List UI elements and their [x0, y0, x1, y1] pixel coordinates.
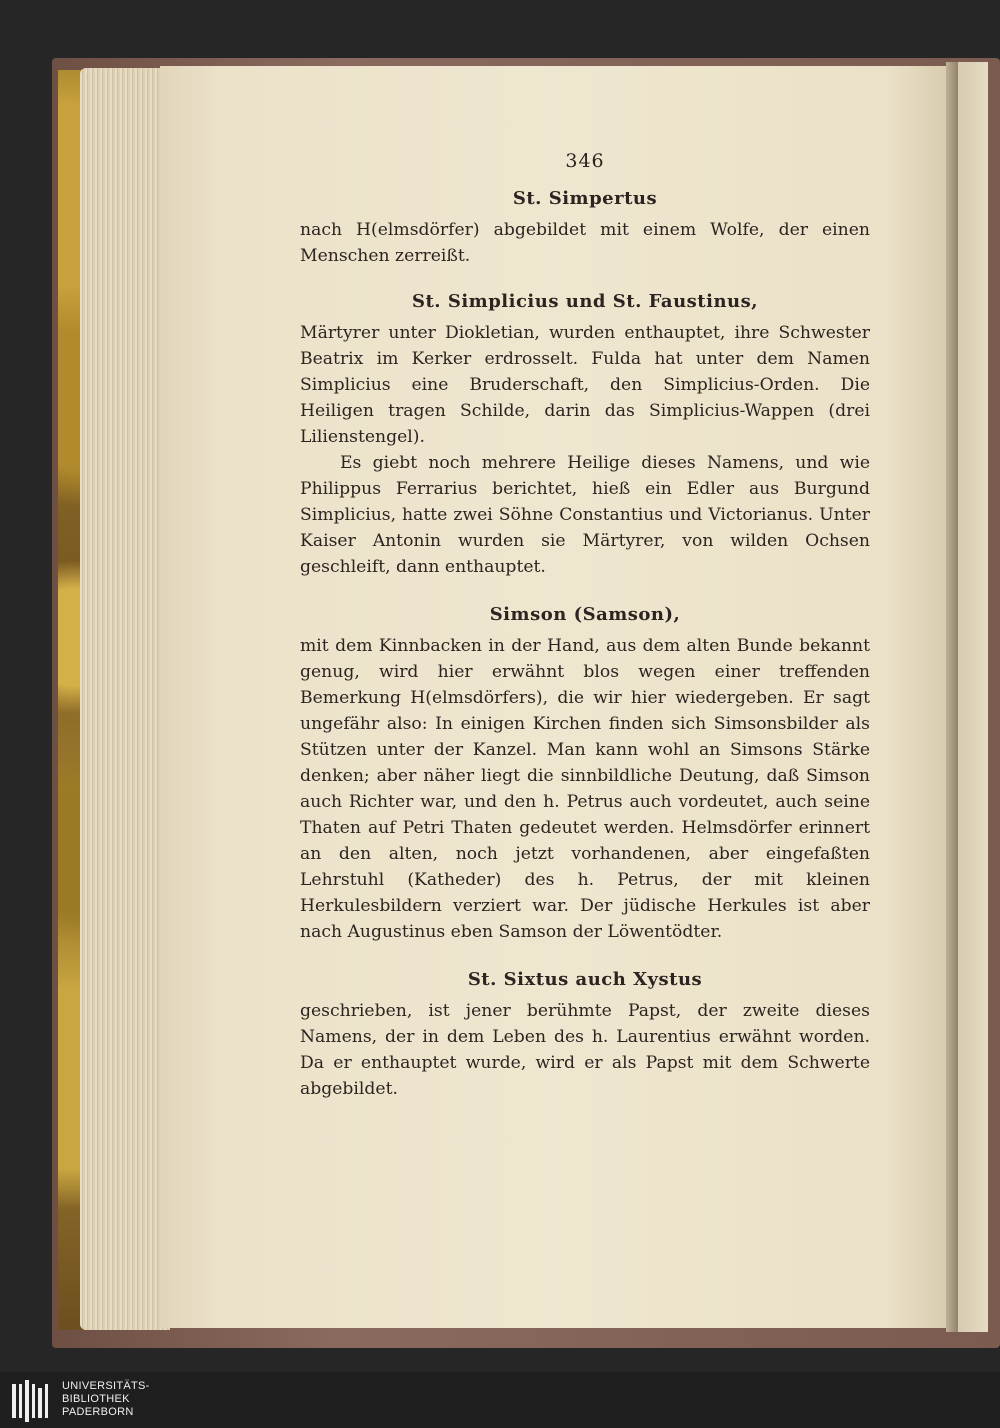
heading-sixtus: St. Sixtus auch Xystus: [467, 969, 703, 990]
footer-bar: [0, 1372, 1000, 1428]
heading-simpertus: St. Simpertus: [512, 188, 658, 209]
library-name-line3: PADERBORN: [62, 1406, 134, 1418]
paragraph-simplicius-2: Es giebt noch mehrere Heilige dieses Namens, und wie Philippus Ferrarius berichtet, hieß ein Edler aus Burgund Simplicius, hatte zwei Söhne Constantius und Victorianus. Unter Kaiser Antonin wurden sie Märtyrer, von wilden Ochsen geschleift, dann enthauptet.: [300, 453, 870, 577]
facing-page-edge: [958, 62, 988, 1332]
heading-simplicius: St. Simplicius und St. Faustinus,: [411, 291, 759, 312]
library-name: [62, 1380, 150, 1419]
paragraph-simpertus: nach H(elmsdörfer) abgebildet mit einem Wolfe, der einen Menschen zerreißt.: [300, 220, 870, 266]
paragraph-sixtus: geschrieben, ist jener berühmte Papst, der zweite dieses Namens, der in dem Leben des h. Laurentius erwähnt worden. Da er enthauptet wurde, wird er als Papst mit dem Schwerte abgebildet.: [300, 1001, 870, 1099]
heading-simson: Simson (Samson),: [489, 604, 681, 625]
library-name-line2: BIBLIOTHEK: [62, 1393, 130, 1405]
paragraph-simson: mit dem Kinnbacken in der Hand, aus dem alten Bunde bekannt genug, wird hier erwähnt blos wegen einer treffenden Bemerkung H(elmsdörfers), die wir hier wiedergeben. Er sagt ungefähr also: In einigen Kirchen finden sich Simsonsbilder als Stützen unter der Kanzel. Man kann wohl an Simsons Stärke denken; aber näher liegt die sinnbildliche Deutung, daß Simson auch Richter war, und den h. Petrus auch vordeutet, auch seine Thaten auf Petri Thaten gedeutet werden. Helmsdörfer erinnert an den alten, noch jetzt vorhandenen, aber eingefaßten Lehrstuhl (Katheder) des h. Petrus, der mit kleinen Herkulesbildern verziert war. Der jüdische Herkules ist aber nach Augustinus eben Samson der Löwentödter.: [300, 636, 870, 942]
page-edges: [80, 68, 170, 1330]
page-text: [300, 150, 870, 1102]
library-name-line1: UNIVERSITÄTS-: [62, 1380, 150, 1392]
library-logo-icon: [10, 1378, 54, 1424]
page-number: 346: [565, 150, 605, 172]
paragraph-simplicius-1: Märtyrer unter Diokletian, wurden enthauptet, ihre Schwester Beatrix im Kerker erdrosselt. Fulda hat unter dem Namen Simplicius eine Bruderschaft, den Simplicius-Orden. Die Heiligen tragen Schilde, darin das Simplicius-Wappen (drei Lilienstengel).: [300, 323, 870, 447]
